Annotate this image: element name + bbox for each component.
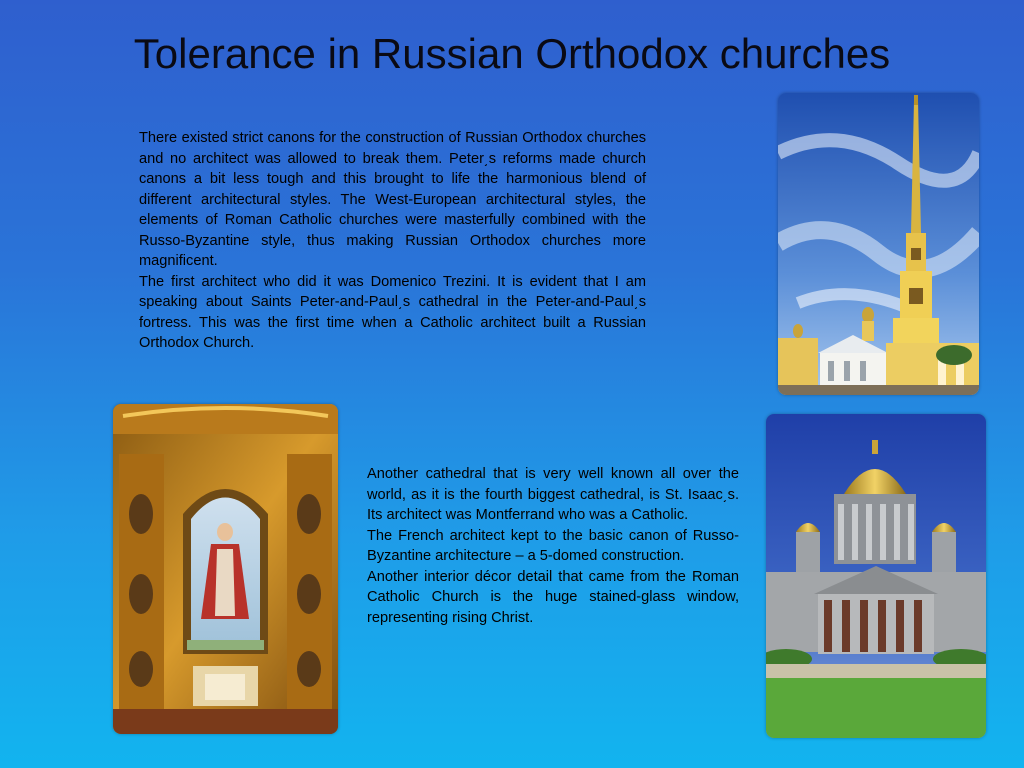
stained-glass-interior-photo: [113, 404, 338, 734]
slide-title: Tolerance in Russian Orthodox churches: [133, 30, 891, 77]
peter-paul-cathedral-photo: [778, 93, 979, 395]
paragraph-five-domes: The French architect kept to the basic canon of Russo-Byzantine architecture – a 5-domed construction.: [367, 527, 739, 564]
paragraph-st-isaac: Another cathedral that is very well known all over the world, as it is the fourth biggest cathedral, is St. Isaac͵s. Its architect was Montferrand who was a Catholic.: [367, 466, 739, 523]
text-block-peter-paul: [139, 128, 646, 354]
text-block-st-isaac: [367, 464, 739, 628]
paragraph-canons: There existed strict canons for the construction of Russian Orthodox churches and no architect was allowed to break them. Peter͵s reforms made church canons a bit less tough and this brought to life the harmonious blend of different architectural styles. The West-European architectural styles, the elements of Roman Catholic churches were masterfully combined with the Russo-Byzantine style, thus making Russian Orthodox churches more magnificent.: [139, 130, 646, 269]
st-isaac-cathedral-photo: [766, 414, 986, 738]
paragraph-stained-glass: Another interior décor detail that came from the Roman Catholic Church is the huge stained-glass window, representing rising Christ.: [367, 568, 739, 626]
paragraph-trezini: The first architect who did it was Domenico Trezini. It is evident that I am speaking about Saints Peter-and-Paul͵s cathedral in the Peter-and-Paul͵s fortress. This was the first time when a Catholic architect built a Russian Orthodox Church.: [139, 273, 646, 351]
